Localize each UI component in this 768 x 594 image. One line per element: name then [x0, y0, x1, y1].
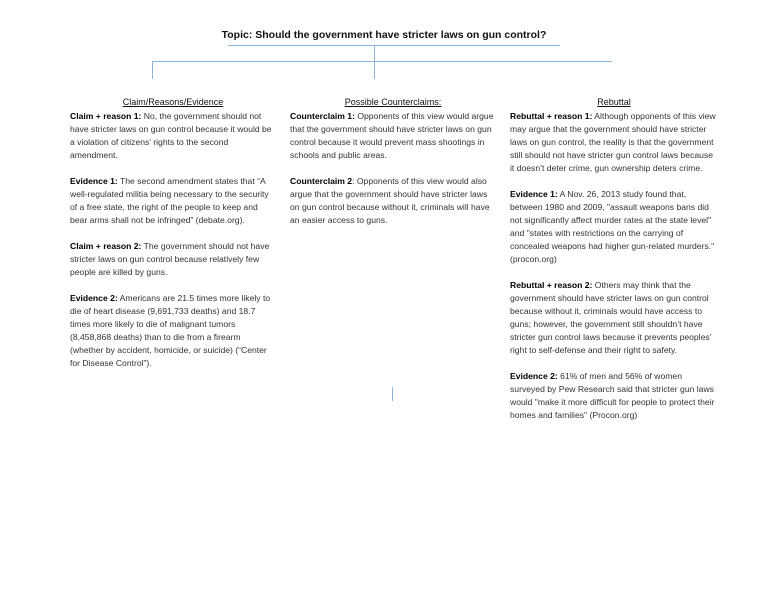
block-label: Evidence 1:	[510, 189, 558, 199]
rebuttal-evidence-2	[510, 370, 718, 422]
evidence-2	[70, 292, 276, 370]
evidence-1	[70, 175, 276, 227]
column-heading: Rebuttal	[597, 97, 631, 107]
rebuttal-1	[510, 110, 718, 175]
column-counterclaims	[290, 96, 496, 240]
block-label: Evidence 2:	[510, 371, 558, 381]
block-label: Rebuttal + reason 2:	[510, 280, 593, 290]
claim-2	[70, 240, 276, 279]
column-heading: Claim/Reasons/Evidence	[122, 97, 224, 107]
block-label: Evidence 2:	[70, 293, 118, 303]
block-text: No, the government should not have stricter laws on gun control because it would be a violation of citizens’ rights to the second amendment.	[70, 111, 272, 160]
block-text: The second amendment states that “A well-regulated militia being necessary to the security of a free state, the right of the people to keep and bear arms shall not be infringed” (debate.org).	[70, 176, 269, 225]
page-title: Topic: Should the government have stricter laws on gun control?	[221, 29, 547, 41]
block-text: The government should not have stricter laws on gun control because relatively few people are killed by guns.	[70, 241, 270, 277]
block-text: : Opponents of this view would also argue that the government should have stricter laws on gun control because without it, criminals will have an easier access to guns.	[290, 176, 490, 225]
claim-1	[70, 110, 276, 162]
block-text: A Nov. 26, 2013 study found that, between 1980 and 2009, "assault weapons bans did not significantly affect murder rates at the state level" and "states with restrictions on the carrying of concealed weapons had higher gun-related murders." (procon.org)	[510, 189, 715, 264]
block-label: Claim + reason 1:	[70, 111, 142, 121]
counterclaim-2	[290, 175, 496, 227]
block-label: Counterclaim 1:	[290, 111, 355, 121]
connector-line-stem	[374, 45, 375, 79]
connector-line-branch	[152, 61, 612, 62]
column-rebuttal	[510, 96, 718, 435]
column-heading: Possible Counterclaims:	[344, 97, 442, 107]
rebuttal-evidence-1	[510, 188, 718, 266]
connector-line-left	[152, 61, 153, 79]
block-text: Opponents of this view would argue that the government should have stricter laws on gun control because it would prevent mass shootings in schools and public areas.	[290, 111, 494, 160]
counterclaim-1	[290, 110, 496, 162]
block-text: Americans are 21.5 times more likely to die of heart disease (9,691,733 deaths) and 18.7 times more likely to die of malignant tumors (8,458,868 deaths) than to die from a firearm (whether by accident, homicide, or suicide) (“Center for Disease Control”).	[70, 293, 271, 368]
block-text: Although opponents of this view may argue that the government should have stricter laws on gun control, the reality is that the government still should not have stricter gun control laws because it doesn’t deter crime, gun ownership deters crime.	[510, 111, 716, 173]
block-text: Others may think that the government should have stricter laws on gun control because without it, criminals would have access to guns; however, the government still shouldn’t have stricter gun control laws because it prevents peoples’ right to self-defense and their right to safety.	[510, 280, 712, 355]
connector-mark	[392, 387, 393, 401]
block-label: Counterclaim 2	[290, 176, 353, 186]
block-text: 61% of men and 56% of women surveyed by Pew Research said that stricter gun laws would "make it more difficult for people to protect their homes and families" (Procon.org)	[510, 371, 715, 420]
block-label: Evidence 1:	[70, 176, 118, 186]
rebuttal-2	[510, 279, 718, 357]
block-label: Rebuttal + reason 1:	[510, 111, 593, 121]
block-label: Claim + reason 2:	[70, 241, 142, 251]
column-claims	[70, 96, 276, 383]
connector-line-top	[228, 45, 560, 46]
